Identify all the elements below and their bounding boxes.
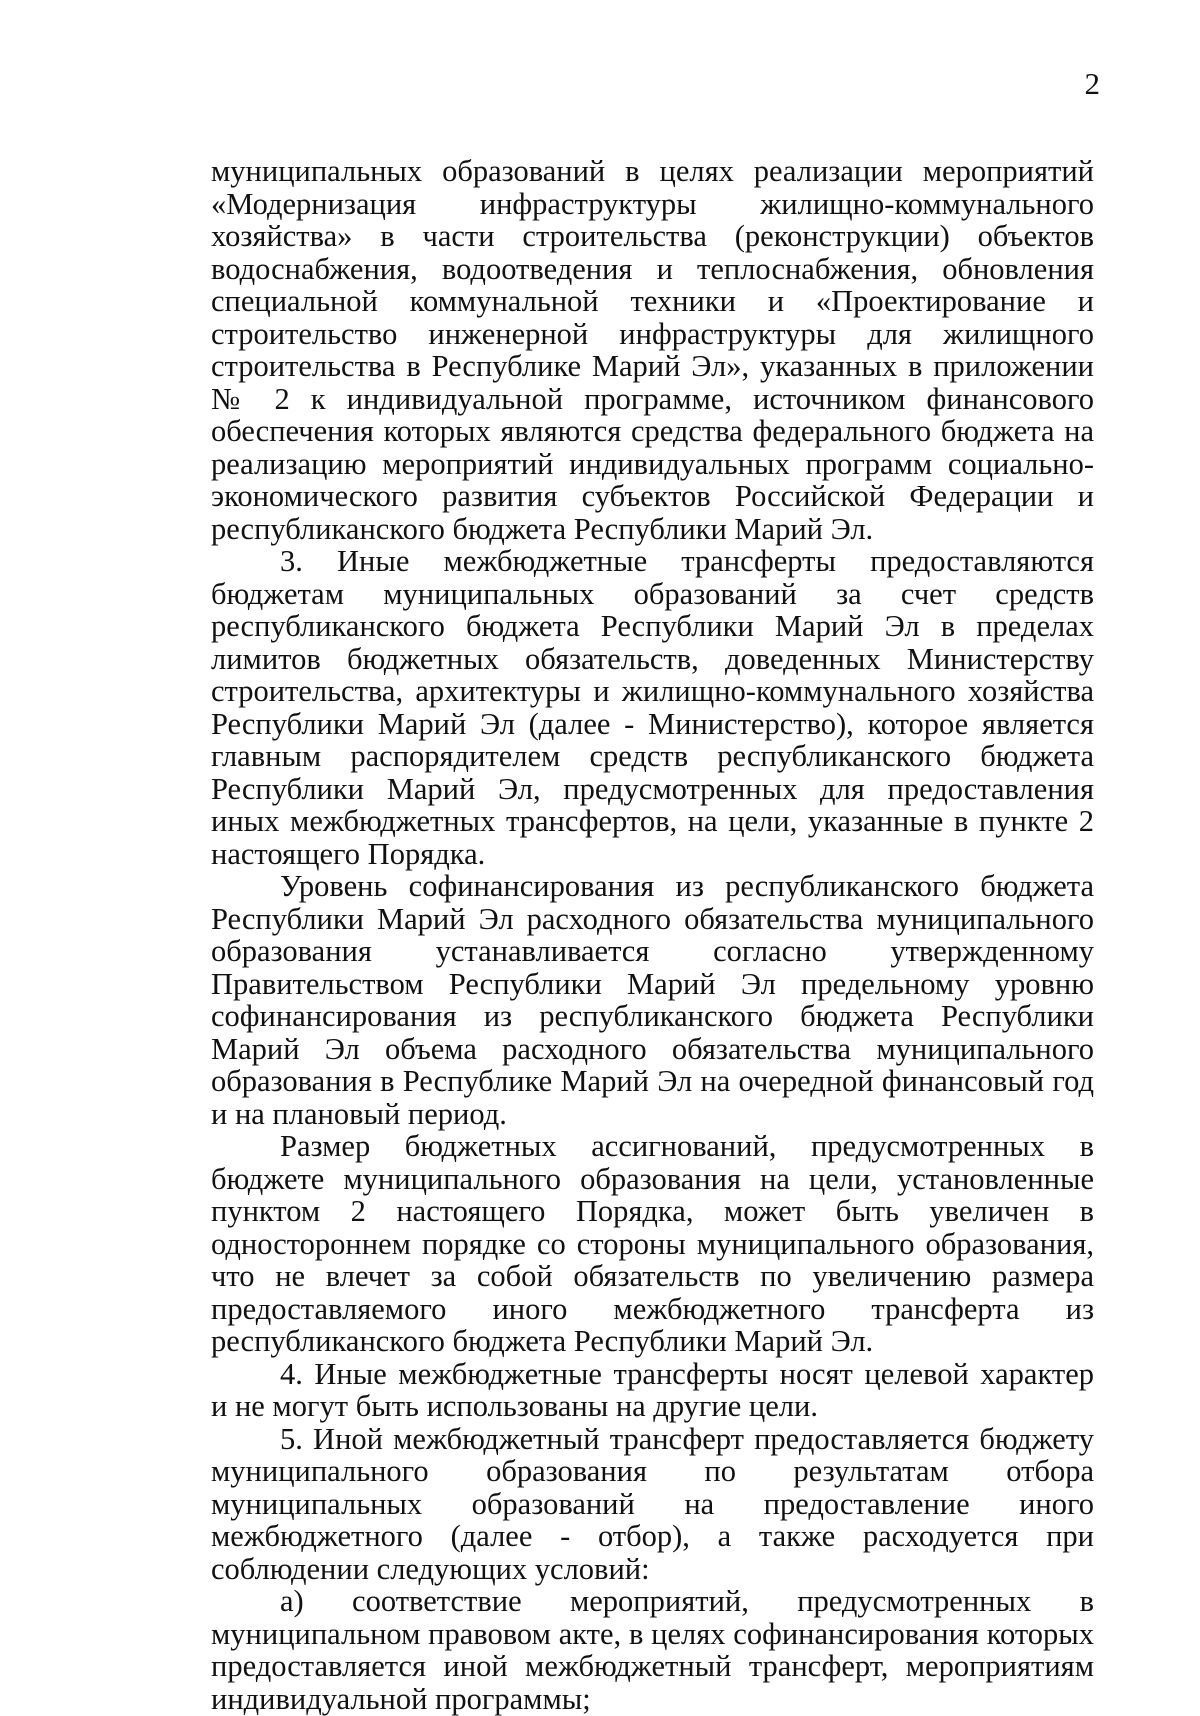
paragraph-continuation: муниципальных образований в целях реализации мероприятий «Модернизация инфраструктуры жилищно-коммунального хозяйства» в части строительства (реконструкции) объектов водоснабжения, водоотведения и теплоснабжения, обновления специальной коммунальной техники и «Проектирование и строительство инженерной инфраструктуры для жилищного строительства в Республике Марий Эл», указанных в приложении № 2 к индивидуальной программе, источником финансового обеспечения которых являются средства федерального бюджета на реализацию мероприятий индивидуальных программ социально-экономического развития субъектов Российской Федерации и республиканского бюджета Республики Марий Эл. [211, 154, 1094, 546]
paragraph-item-5: 5. Иной межбюджетный трансферт предоставляется бюджету муниципального образования по результатам отбора муниципальных образований на предоставление иного межбюджетного (далее - отбор), а также расходуется при соблюдении следующих условий: [211, 1421, 1094, 1586]
page-number: 2 [1084, 66, 1100, 101]
paragraph-item-4: 4. Иные межбюджетные трансферты носят целевой характер и не могут быть использованы на другие цели. [211, 1356, 1094, 1423]
paragraph-budget-allocation: Размер бюджетных ассигнований, предусмотренных в бюджете муниципального образования на цели, установленные пунктом 2 настоящего Порядка, может быть увеличен в одностороннем порядке со стороны муниципального образования, что не влечет за собой обязательств по увеличению размера предоставляемого иного межбюджетного трансферта из республиканского бюджета Республики Марий Эл. [211, 1129, 1094, 1358]
paragraph-cofinancing-level: Уровень софинансирования из республиканского бюджета Республики Марий Эл расходного обязательства муниципального образования устанавливается согласно утвержденному Правительством Республики Марий Эл предельному уровню софинансирования из республиканского бюджета Республики Марий Эл объема расходного обязательства муниципального образования в Республике Марий Эл на очередной финансовый год и на плановый период. [211, 869, 1094, 1131]
paragraph-item-3: 3. Иные межбюджетные трансферты предоставляются бюджетам муниципальных образований за счет средств республиканского бюджета Республики Марий Эл в пределах лимитов бюджетных обязательств, доведенных Министерству строительства, архитектуры и жилищно-коммунального хозяйства Республики Марий Эл (далее - Министерство), которое является главным распорядителем средств республиканского бюджета Республики Марий Эл, предусмотренных для предоставления иных межбюджетных трансфертов, на цели, указанные в пункте 2 настоящего Порядка. [211, 544, 1094, 871]
document-body [211, 155, 1094, 1715]
paragraph-subitem-a: а) соответствие мероприятий, предусмотренных в муниципальном правовом акте, в целях софинансирования которых предоставляется иной межбюджетный трансферт, мероприятиям индивидуальной программы; [211, 1584, 1094, 1716]
